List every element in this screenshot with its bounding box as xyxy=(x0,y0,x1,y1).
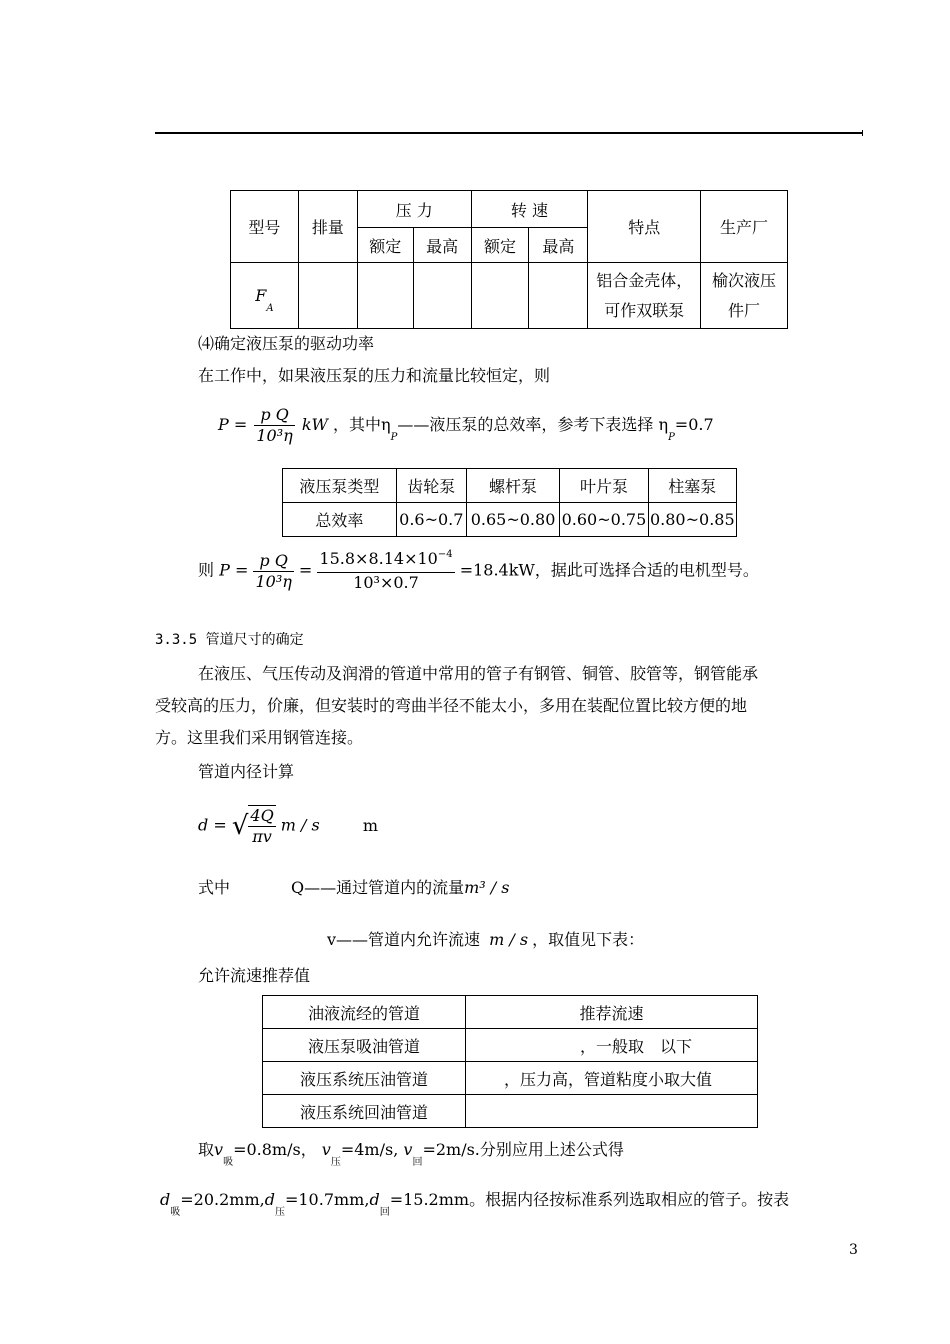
section-heading: 3.3.5 管道尺寸的确定 xyxy=(155,632,304,648)
section4-title: ⑷确定液压泵的驱动功率 xyxy=(198,334,375,353)
eff-cell: 柱塞泵 xyxy=(648,469,736,503)
v-suction: v xyxy=(214,1140,224,1159)
cell-speed-rated xyxy=(471,263,529,329)
eff-cell: 0.60~0.75 xyxy=(560,503,648,537)
calc-result: =18.4kW xyxy=(459,560,535,580)
eff-cell: 0.80~0.85 xyxy=(648,503,736,537)
eff-cell: 叶片泵 xyxy=(560,469,648,503)
eff-cell: 齿轮泵 xyxy=(396,469,466,503)
cell-features xyxy=(588,263,701,329)
subheader-speed-rated: 额定 xyxy=(471,228,529,263)
calc-title: 管道内径计算 xyxy=(198,762,295,781)
vel-cell: ，一般取 以下 xyxy=(466,1029,758,1062)
para-line2: 受较高的压力，价廉，但安装时的弯曲半径不能太小，多用在装配位置比较方便的地 xyxy=(155,696,748,715)
subheader-speed-max: 最高 xyxy=(529,228,588,263)
power-unit: kW xyxy=(301,415,328,434)
power-formula xyxy=(218,405,714,446)
subheader-pressure-rated: 额定 xyxy=(357,228,413,263)
diameter-denominator: πv xyxy=(252,827,272,846)
eff-cell: 螺杆泵 xyxy=(466,469,559,503)
results-prefix: 取 xyxy=(198,1140,215,1159)
v-suction-val: =0.8m/s， xyxy=(233,1140,317,1159)
header-rule-tick xyxy=(862,130,863,136)
where-label: 式中 xyxy=(198,878,231,897)
diameter-unit-a: m / s xyxy=(280,815,320,835)
d-pressure-val: =10.7mm, xyxy=(284,1190,370,1209)
d-return-val: =15.2mm。根据内径按标准系列选取相应的管子。按表 xyxy=(389,1190,790,1209)
where-q xyxy=(291,878,509,898)
where-q-text: Q——通过管道内的流量 xyxy=(291,878,465,897)
cell-speed-max xyxy=(529,263,588,329)
para-line1: 在液压、气压传动及润滑的管道中常用的管子有钢管、铜管、胶管等，钢管能承 xyxy=(198,664,759,683)
where-v-unit: m / s xyxy=(489,930,529,949)
calc-fraction-1 xyxy=(253,551,293,592)
calc-num-2-base: 15.8×8.14×10 xyxy=(319,549,438,568)
diameter-fraction xyxy=(248,805,275,847)
diameter-unit-b: m xyxy=(362,815,379,835)
where-q-unit: m³ / s xyxy=(464,878,510,897)
header-model: 型号 xyxy=(231,191,299,263)
d-return-sub: 回 xyxy=(379,1207,390,1218)
eff-cell: 0.6~0.7 xyxy=(396,503,466,537)
d-suction-val: =20.2mm, xyxy=(180,1190,265,1209)
diameter-numerator: 4Q xyxy=(250,806,274,825)
efficiency-table xyxy=(282,468,737,537)
page-number: 3 xyxy=(849,1242,858,1258)
features-line1: 铝合金壳体， xyxy=(596,270,693,290)
vel-cell: 推荐流速 xyxy=(466,996,758,1029)
v-pressure: v xyxy=(321,1140,331,1159)
header-speed: 转 速 xyxy=(471,191,588,228)
para-line3: 方。这里我们采用钢管连接。 xyxy=(155,728,364,747)
power-numerator: p Q xyxy=(254,405,294,426)
v-return: v xyxy=(403,1140,413,1159)
calc-den-1: 10³η xyxy=(255,571,292,591)
v-return-val: =2m/s.分别应用上述公式得 xyxy=(422,1140,624,1159)
eff-cell: 总效率 xyxy=(283,503,397,537)
results-line1 xyxy=(198,1140,624,1168)
vel-cell: 油液流经的管道 xyxy=(263,996,466,1029)
v-pressure-val: =4m/s, xyxy=(340,1140,399,1159)
results-line2 xyxy=(160,1190,790,1218)
calc-fraction-2 xyxy=(317,549,454,593)
header-maker: 生产厂 xyxy=(701,191,788,263)
header-displacement: 排量 xyxy=(298,191,357,263)
d-suction-sub: 吸 xyxy=(170,1207,181,1218)
header-pressure: 压 力 xyxy=(357,191,471,228)
power-fraction xyxy=(254,405,294,446)
header-features: 特点 xyxy=(588,191,701,263)
vel-cell: 液压系统回油管道 xyxy=(263,1095,466,1128)
d-return: d xyxy=(369,1190,380,1209)
calc-num-1: p Q xyxy=(253,551,293,572)
velocity-table-title: 允许流速推荐值 xyxy=(198,966,311,985)
cell-pressure-rated xyxy=(357,263,413,329)
section4-intro: 在工作中，如果液压泵的压力和流量比较恒定，则 xyxy=(198,366,551,385)
power-denominator: 10³η xyxy=(256,426,293,445)
power-note-sub: P xyxy=(390,432,398,443)
calc-num-2-exp: −4 xyxy=(437,549,453,560)
diameter-formula xyxy=(198,805,378,847)
model-letter: F xyxy=(255,286,267,305)
v-suction-sub: 吸 xyxy=(223,1157,234,1168)
vel-cell: 液压系统压油管道 xyxy=(263,1062,466,1095)
cell-maker xyxy=(701,263,788,329)
calc-lhs: P = xyxy=(219,560,249,580)
power-note-a: ，其中η xyxy=(333,415,391,434)
cell-model xyxy=(231,263,299,329)
d-suction: d xyxy=(160,1190,171,1209)
power-note-sub2: P xyxy=(668,432,675,443)
power-lhs: P = xyxy=(218,415,248,434)
where-v-text: v——管道内允许流速 xyxy=(327,930,481,949)
power-note-c: =0.7 xyxy=(674,415,714,434)
calc-den-2: 10³×0.7 xyxy=(353,573,419,592)
power-calc xyxy=(198,549,759,593)
sqrt-icon: √ xyxy=(231,811,249,841)
power-note-b: ——液压泵的总效率，参考下表选择 η xyxy=(397,415,669,434)
maker-line2: 件厂 xyxy=(728,300,761,320)
v-pressure-sub: 压 xyxy=(330,1157,341,1168)
eff-cell: 0.65~0.80 xyxy=(466,503,559,537)
where-v-tail: ，取值见下表： xyxy=(532,930,645,949)
d-pressure: d xyxy=(264,1190,275,1209)
vel-cell xyxy=(466,1095,758,1128)
calc-num-2 xyxy=(317,549,454,573)
eff-cell: 液压泵类型 xyxy=(283,469,397,503)
v-return-sub: 回 xyxy=(412,1157,423,1168)
subheader-pressure-max: 最高 xyxy=(413,228,471,263)
vel-cell: ，压力高，管道粘度小取大值 xyxy=(466,1062,758,1095)
maker-line1: 榆次液压 xyxy=(712,270,777,290)
model-subscript: A xyxy=(266,303,274,314)
calc-tail: ，据此可选择合适的电机型号。 xyxy=(534,560,759,580)
calc-prefix: 则 xyxy=(198,560,215,580)
diameter-lhs: d = xyxy=(198,815,227,835)
cell-pressure-max xyxy=(413,263,471,329)
calc-eq: = xyxy=(298,560,313,580)
vel-cell: 液压泵吸油管道 xyxy=(263,1029,466,1062)
pump-spec-table xyxy=(230,190,788,329)
velocity-table xyxy=(262,995,758,1128)
header-rule xyxy=(155,132,862,134)
d-pressure-sub: 压 xyxy=(274,1207,285,1218)
cell-displacement xyxy=(298,263,357,329)
features-line2: 可作双联泵 xyxy=(604,300,685,320)
where-v xyxy=(327,930,644,950)
